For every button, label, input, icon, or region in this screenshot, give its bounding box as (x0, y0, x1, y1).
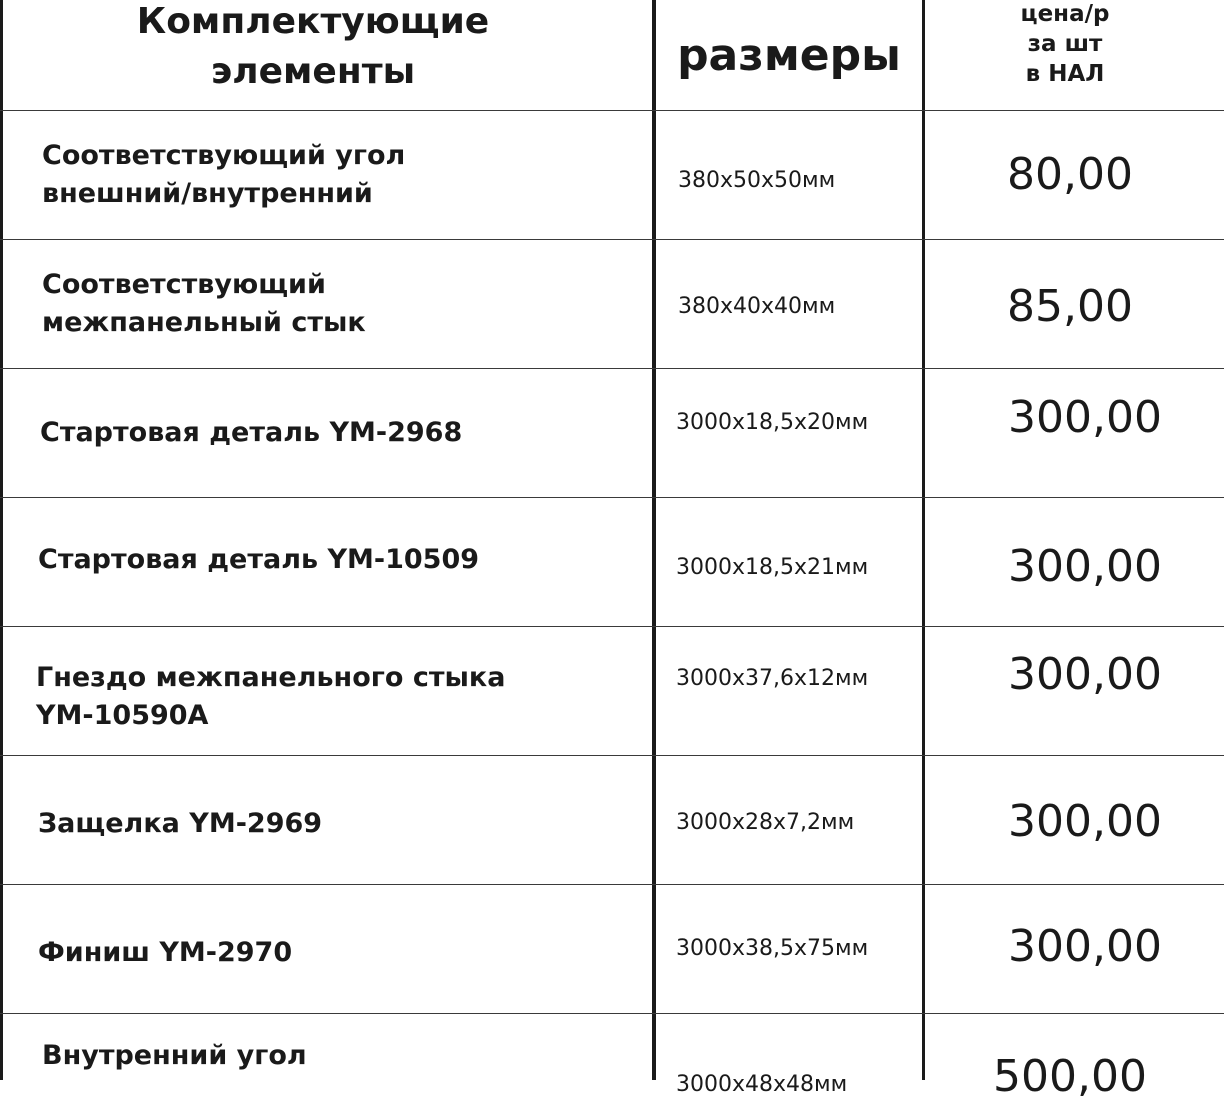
row-2-size: 380x40x40мм (678, 294, 836, 319)
row-1-name: Соответствующий угол внешний/внутренний (42, 139, 406, 209)
row-7-name: Финиш YM-2970 (38, 936, 293, 968)
header-price: цена/р за шт в НАЛ (1020, 1, 1110, 87)
row-1-price: 80,00 (1007, 149, 1133, 200)
row-6-name: Защелка YM-2969 (38, 807, 323, 839)
row-4-size: 3000x18,5x21мм (676, 555, 869, 580)
row-5-name: Гнездо межпанельного стыка YM-10590A (36, 661, 506, 731)
row-8-price: 500,00 (993, 1050, 1147, 1102)
row-2-name: Соответствующий межпанельный стык (42, 268, 366, 338)
row-8-name: Внутренний угол (42, 1040, 307, 1071)
row-2-price: 85,00 (1007, 281, 1133, 332)
row-3-name: Стартовая деталь YM-2968 (40, 416, 463, 448)
row-8-size: 3000x48x48мм (676, 1071, 848, 1097)
row-5-size: 3000x37,6x12мм (676, 666, 869, 691)
row-6-price: 300,00 (1008, 796, 1162, 847)
row-1-size: 380x50x50мм (678, 168, 836, 193)
header-sizes: размеры (677, 29, 901, 81)
row-7-price: 300,00 (1008, 921, 1162, 972)
column-divider (0, 0, 3, 1080)
row-7-size: 3000x38,5x75мм (676, 936, 869, 961)
row-4-name: Стартовая деталь YM-10509 (38, 543, 480, 575)
row-4-price: 300,00 (1008, 541, 1162, 592)
row-5-price: 300,00 (1008, 649, 1162, 700)
row-3-price: 300,00 (1008, 392, 1162, 443)
column-divider (652, 0, 656, 1080)
row-6-size: 3000x28x7,2мм (676, 810, 855, 835)
row-3-size: 3000x18,5x20мм (676, 410, 869, 435)
header-components: Комплектующие элементы (136, 1, 490, 92)
